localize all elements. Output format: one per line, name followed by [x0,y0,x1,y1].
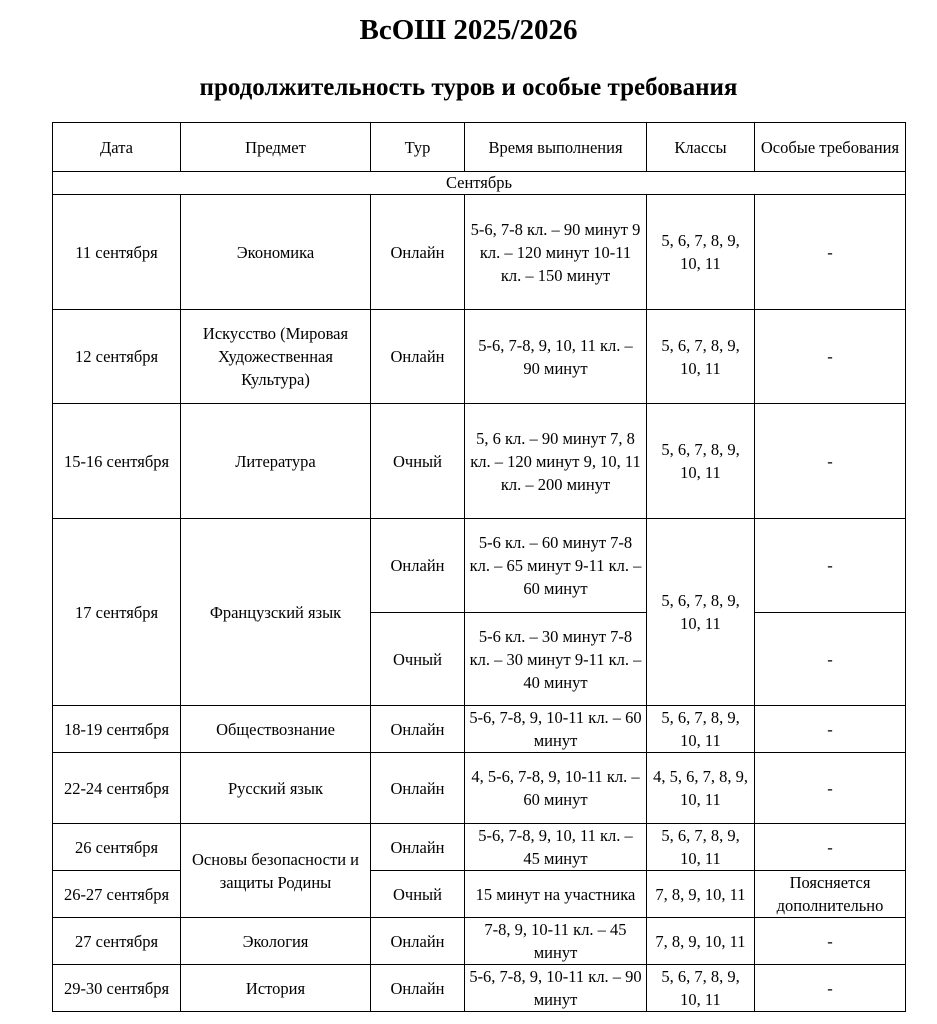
time-cell: 15 минут на участника [465,871,647,918]
subject-cell: История [181,965,371,1012]
requirements-cell: - [755,404,906,519]
requirements-cell: - [755,519,906,613]
table-row [53,195,906,310]
table-row [53,824,906,871]
requirements-cell: - [755,918,906,965]
date-cell: 29-30 сентября [53,965,181,1012]
grades-cell: 5, 6, 7, 8, 9, 10, 11 [647,965,755,1012]
schedule-table [52,122,906,1012]
time-cell: 7-8, 9, 10-11 кл. – 45 минут [465,918,647,965]
grades-cell: 5, 6, 7, 8, 9, 10, 11 [647,706,755,753]
date-cell: 17 сентября [53,519,181,706]
grades-cell: 5, 6, 7, 8, 9, 10, 11 [647,195,755,310]
tour-cell: Очный [371,404,465,519]
time-cell: 4, 5-6, 7-8, 9, 10-11 кл. – 60 минут [465,753,647,824]
subject-cell: Литература [181,404,371,519]
tour-cell: Онлайн [371,824,465,871]
tour-cell: Очный [371,871,465,918]
month-row [53,172,906,195]
header-time: Время выполнения [465,123,647,172]
table-row [53,404,906,519]
requirements-cell: - [755,310,906,404]
subject-cell: Обществознание [181,706,371,753]
time-cell: 5-6, 7-8, 9, 10-11 кл. – 90 минут [465,965,647,1012]
tour-cell: Онлайн [371,965,465,1012]
grades-cell: 5, 6, 7, 8, 9, 10, 11 [647,824,755,871]
tour-cell: Онлайн [371,918,465,965]
grades-cell: 5, 6, 7, 8, 9, 10, 11 [647,310,755,404]
date-cell: 26-27 сентября [53,871,181,918]
date-cell: 26 сентября [53,824,181,871]
table-row [53,965,906,1012]
tour-cell: Онлайн [371,195,465,310]
requirements-cell: - [755,706,906,753]
grades-cell: 5, 6, 7, 8, 9, 10, 11 [647,519,755,706]
table-row [53,706,906,753]
subject-cell: Французский язык [181,519,371,706]
date-cell: 22-24 сентября [53,753,181,824]
document-subtitle: продолжительность туров и особые требования [199,74,738,101]
subject-cell: Экономика [181,195,371,310]
month-label: Сентябрь [53,172,906,195]
grades-cell: 4, 5, 6, 7, 8, 9, 10, 11 [647,753,755,824]
time-cell: 5-6, 7-8, 9, 10-11 кл. – 60 минут [465,706,647,753]
time-cell: 5-6 кл. – 30 минут 7-8 кл. – 30 минут 9-11 кл. – 40 минут [465,613,647,706]
grades-cell: 7, 8, 9, 10, 11 [647,871,755,918]
grades-cell: 5, 6, 7, 8, 9, 10, 11 [647,404,755,519]
table-row [53,519,906,613]
header-row [53,123,906,172]
table-row [53,753,906,824]
subject-cell: Экология [181,918,371,965]
grades-cell: 7, 8, 9, 10, 11 [647,918,755,965]
time-cell: 5-6, 7-8 кл. – 90 минут 9 кл. – 120 минут 10-11 кл. – 150 минут [465,195,647,310]
subject-cell: Русский язык [181,753,371,824]
header-grades: Классы [647,123,755,172]
tour-cell: Онлайн [371,519,465,613]
date-cell: 12 сентября [53,310,181,404]
tour-cell: Онлайн [371,310,465,404]
requirements-cell: Поясняется дополнительно [755,871,906,918]
time-cell: 5-6 кл. – 60 минут 7-8 кл. – 65 минут 9-11 кл. – 60 минут [465,519,647,613]
requirements-cell: - [755,753,906,824]
date-cell: 27 сентября [53,918,181,965]
requirements-cell: - [755,824,906,871]
tour-cell: Онлайн [371,706,465,753]
tour-cell: Онлайн [371,753,465,824]
document-title: ВсОШ 2025/2026 [359,14,578,46]
header-requirements: Особые требования [755,123,906,172]
time-cell: 5, 6 кл. – 90 минут 7, 8 кл. – 120 минут 9, 10, 11 кл. – 200 минут [465,404,647,519]
table-row [53,871,906,918]
requirements-cell: - [755,613,906,706]
requirements-cell: - [755,195,906,310]
subject-cell: Основы безопасности и защиты Родины [181,824,371,918]
date-cell: 11 сентября [53,195,181,310]
table-row [53,310,906,404]
requirements-cell: - [755,965,906,1012]
subject-cell: Искусство (Мировая Художественная Культура) [181,310,371,404]
table-row [53,918,906,965]
time-cell: 5-6, 7-8, 9, 10, 11 кл. – 45 минут [465,824,647,871]
header-tour: Тур [371,123,465,172]
tour-cell: Очный [371,613,465,706]
date-cell: 18-19 сентября [53,706,181,753]
header-subject: Предмет [181,123,371,172]
header-date: Дата [53,123,181,172]
date-cell: 15-16 сентября [53,404,181,519]
time-cell: 5-6, 7-8, 9, 10, 11 кл. – 90 минут [465,310,647,404]
